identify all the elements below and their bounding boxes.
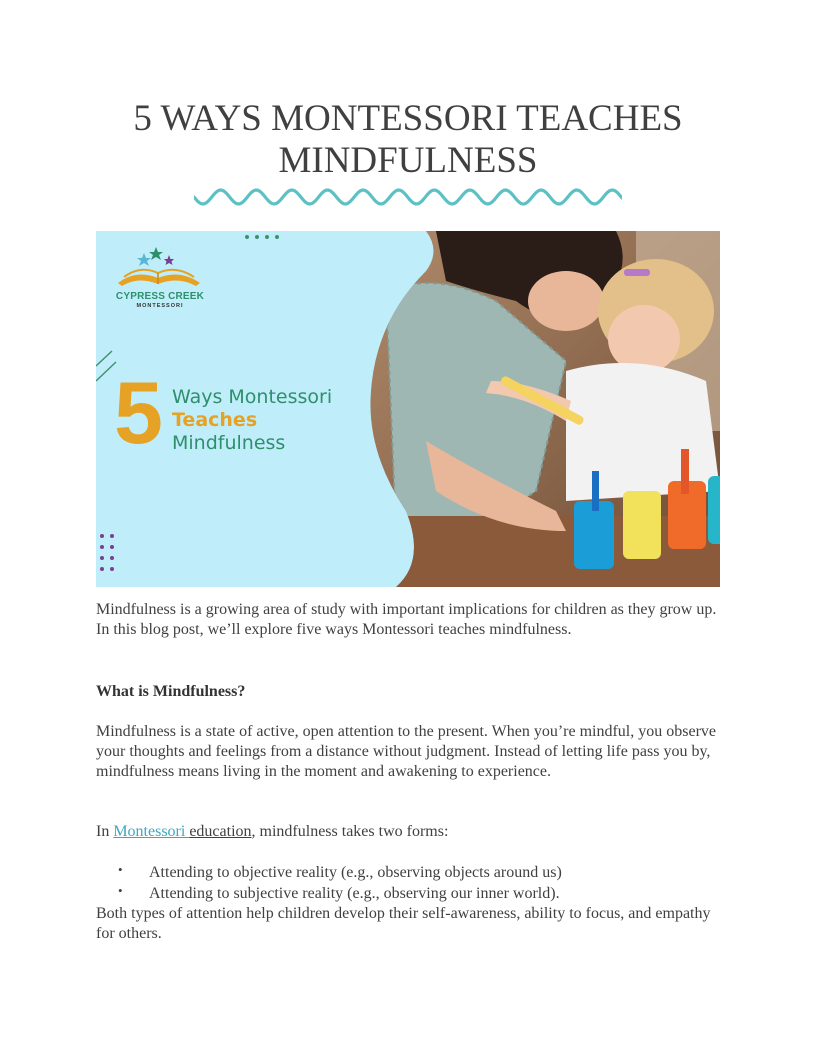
hero-line-2: Teaches xyxy=(172,409,258,431)
title-line-1: 5 WAYS MONTESSORI TEACHES xyxy=(133,98,683,139)
bullet-icon: • xyxy=(118,883,123,898)
wave-divider xyxy=(194,186,622,208)
closing-paragraph: Both types of attention help children develop their self-awareness, ability to focus, and empathy for others. xyxy=(96,905,711,942)
forms-suffix: , mindfulness takes two forms: xyxy=(251,823,449,840)
list-item-text: Attending to objective reality (e.g., observing objects around us) xyxy=(149,864,562,881)
hero-line-3: Mindfulness xyxy=(172,432,286,454)
bullet-list xyxy=(96,862,720,904)
list-item xyxy=(96,862,720,883)
photo-mother-child xyxy=(366,231,720,587)
education-link[interactable]: education xyxy=(189,823,252,840)
brand-subtitle: MONTESSORI xyxy=(136,303,184,309)
forms-prefix: In xyxy=(96,823,114,840)
decor-dots-top xyxy=(245,235,279,239)
decor-dots-bottom xyxy=(100,534,114,571)
brand-name: CYPRESS CREEK xyxy=(115,291,205,302)
logo-book-icon xyxy=(118,247,200,286)
hero-number: 5 xyxy=(114,363,163,462)
hero-line-1: Ways Montessori xyxy=(172,386,333,408)
intro-paragraph: Mindfulness is a growing area of study with important implications for children as they grow up. In this blog post, we’ll explore five ways Montessori teaches mindfulness. xyxy=(96,601,717,638)
decor-lines-left xyxy=(96,351,116,381)
page-title xyxy=(96,98,720,182)
montessori-link[interactable]: Montessori xyxy=(113,823,190,840)
list-item-text: Attending to subjective reality (e.g., observing our inner world). xyxy=(149,885,560,902)
title-line-2: MINDFULNESS xyxy=(278,140,538,181)
forms-paragraph xyxy=(96,822,720,842)
hero-image xyxy=(96,231,720,587)
section-heading: What is Mindfulness? xyxy=(96,683,246,700)
bullet-icon: • xyxy=(118,862,123,877)
definition-paragraph: Mindfulness is a state of active, open attention to the present. When you’re mindful, you observe your thoughts and feelings from a distance without judgment. Instead of letting life pass you by, mindfulness means living in the moment and awakening to experience. xyxy=(96,723,716,780)
list-item xyxy=(96,883,720,904)
